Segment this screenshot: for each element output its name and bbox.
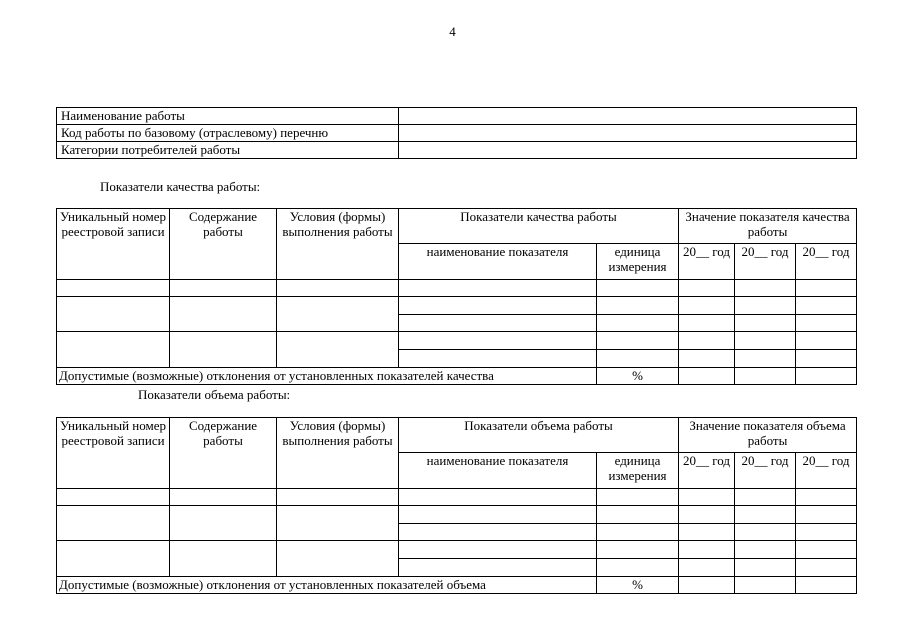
info-value-consumers[interactable]	[399, 142, 857, 159]
quality-col-content: Содержание работы	[170, 209, 277, 280]
volume-indicators-table	[56, 417, 857, 594]
quality-deviation-unit: %	[597, 368, 679, 385]
work-info-table	[56, 107, 857, 159]
info-row-name	[57, 108, 857, 125]
volume-col-content: Содержание работы	[170, 418, 277, 489]
table-row	[57, 489, 857, 506]
volume-col-conditions: Условия (формы) выполнения работы	[277, 418, 399, 489]
quality-col-year-3: 20__ год	[796, 244, 857, 280]
quality-indicators-table	[56, 208, 857, 385]
quality-deviation-label: Допустимые (возможные) отклонения от установленных показателей качества	[57, 368, 597, 385]
quality-group-indicators: Показатели качества работы	[399, 209, 679, 244]
volume-col-year-1: 20__ год	[679, 453, 735, 489]
volume-caption: Показатели объема работы:	[138, 387, 291, 402]
quality-caption: Показатели качества работы:	[100, 179, 261, 194]
volume-col-year-3: 20__ год	[796, 453, 857, 489]
info-value-name[interactable]	[399, 108, 857, 125]
info-row-code	[57, 125, 857, 142]
info-label-consumers: Категории потребителей работы	[57, 142, 399, 159]
table-row	[57, 506, 857, 524]
info-value-code[interactable]	[399, 125, 857, 142]
volume-group-indicators: Показатели объема работы	[399, 418, 679, 453]
table-row	[57, 332, 857, 350]
info-row-consumers	[57, 142, 857, 159]
quality-col-year-2: 20__ год	[735, 244, 796, 280]
table-row	[57, 541, 857, 559]
info-label-name: Наименование работы	[57, 108, 399, 125]
quality-col-unique: Уникальный номер реестровой записи	[57, 209, 170, 280]
volume-deviation-row	[57, 577, 857, 594]
info-label-code: Код работы по базовому (отраслевому) перечню	[57, 125, 399, 142]
quality-col-unit: единица измерения	[597, 244, 679, 280]
volume-col-year-2: 20__ год	[735, 453, 796, 489]
quality-group-values: Значение показателя качества работы	[679, 209, 857, 244]
table-row	[57, 280, 857, 297]
quality-col-name: наименование показателя	[399, 244, 597, 280]
volume-col-name: наименование показателя	[399, 453, 597, 489]
quality-col-conditions: Условия (формы) выполнения работы	[277, 209, 399, 280]
table-row	[57, 297, 857, 315]
quality-col-year-1: 20__ год	[679, 244, 735, 280]
volume-deviation-label: Допустимые (возможные) отклонения от установленных показателей объема	[57, 577, 597, 594]
volume-col-unique: Уникальный номер реестровой записи	[57, 418, 170, 489]
volume-deviation-unit: %	[597, 577, 679, 594]
volume-col-unit: единица измерения	[597, 453, 679, 489]
volume-group-values: Значение показателя объема работы	[679, 418, 857, 453]
quality-deviation-row	[57, 368, 857, 385]
page-number: 4	[449, 24, 456, 39]
